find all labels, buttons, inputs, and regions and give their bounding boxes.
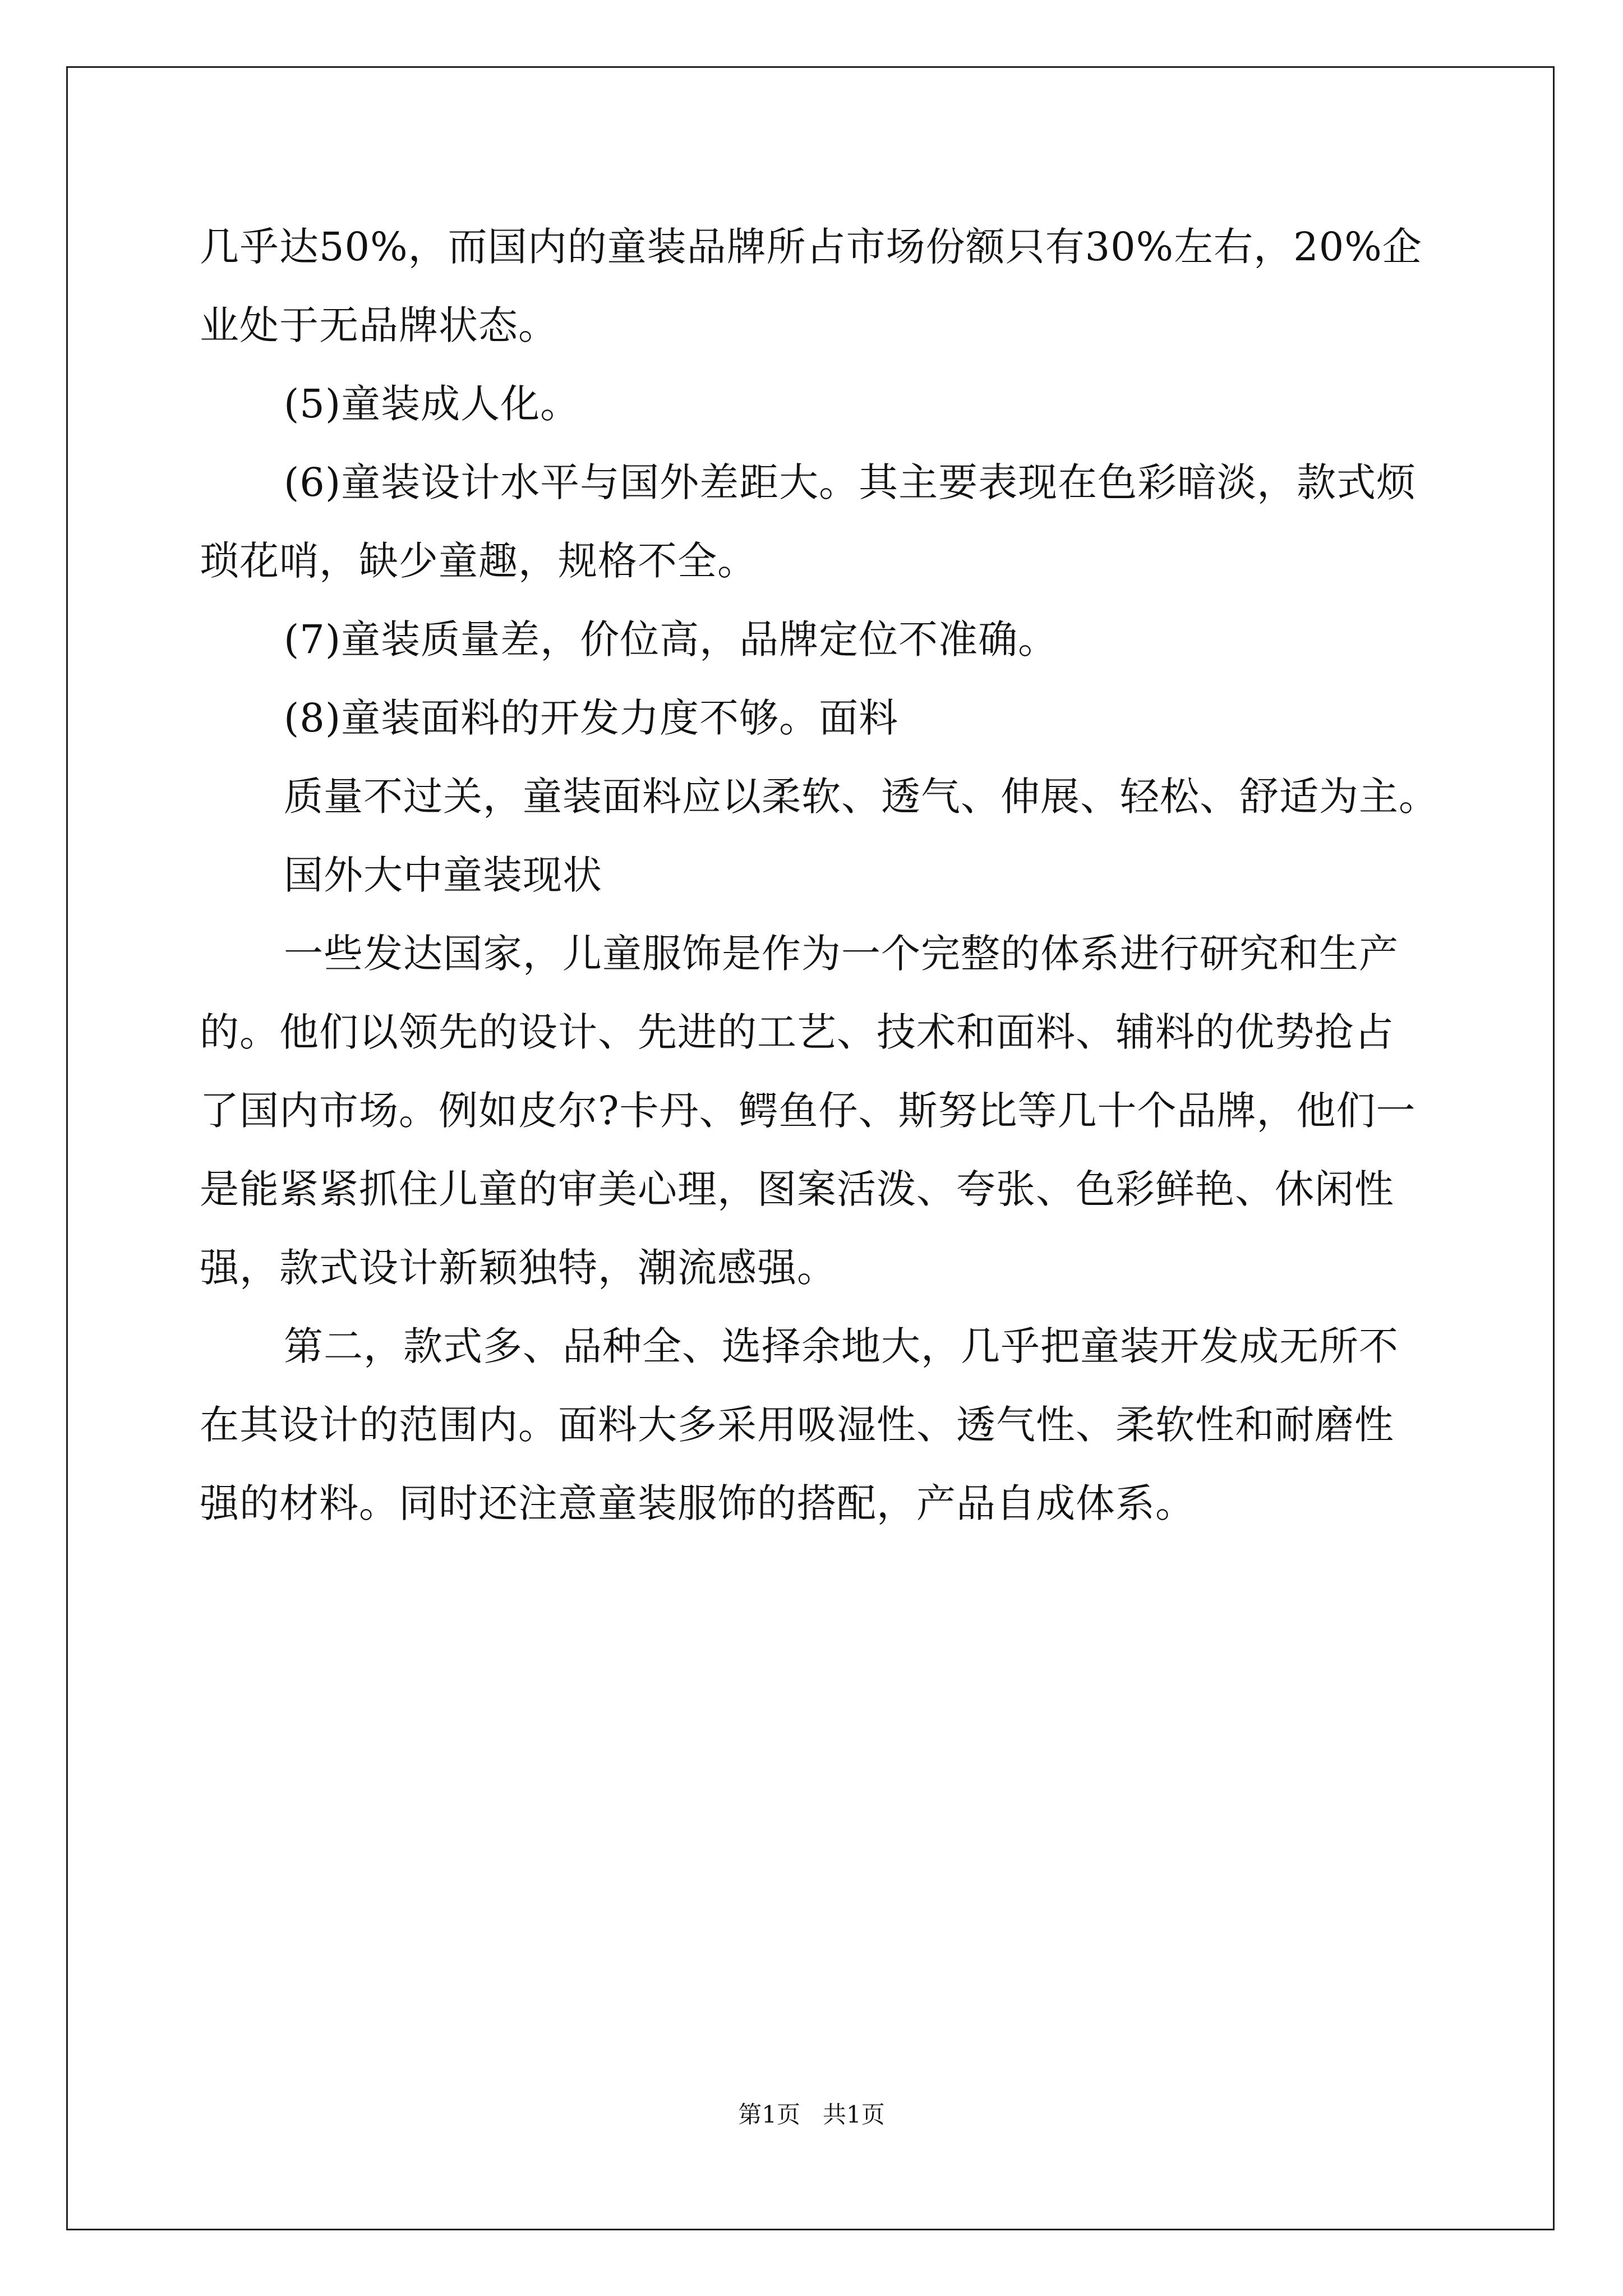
text-line: 一些发达国家，儿童服饰是作为一个完整的体系进行研究和生产 [284, 931, 1399, 977]
text-line: (7)童装质量差，价位高，品牌定位不准确。 [284, 616, 1058, 662]
text-line: 强，款式设计新颖独特，潮流感强。 [200, 1245, 837, 1291]
page-number-footer: 第1页 共1页 [738, 2101, 885, 2128]
text-line: 的。他们以领先的设计、先进的工艺、技术和面料、辅料的优势抢占 [200, 1009, 1394, 1055]
text-line: 在其设计的范围内。面料大多采用吸湿性、透气性、柔软性和耐磨性 [200, 1402, 1394, 1448]
text-line: 了国内市场。例如皮尔?卡丹、鳄鱼仔、斯努比等几十个品牌，他们一 [200, 1088, 1416, 1134]
document-body [200, 208, 1438, 1543]
section-heading: 国外大中童装现状 [284, 852, 602, 898]
text-line: 第二，款式多、品种全、选择余地大，几乎把童装开发成无所不 [284, 1323, 1399, 1369]
text-line: 质量不过关，童装面料应以柔软、透气、伸展、轻松、舒适为主。 [284, 774, 1438, 820]
text-line: 业处于无品牌状态。 [200, 302, 558, 348]
text-line: 琐花哨，缺少童趣，规格不全。 [200, 538, 757, 584]
text-line: 几乎达50%，而国内的童装品牌所占市场份额只有30%左右，20%企 [200, 224, 1422, 270]
text-line: 是能紧紧抓住儿童的审美心理，图案活泼、夸张、色彩鲜艳、休闲性 [200, 1166, 1394, 1212]
text-line: (5)童装成人化。 [284, 381, 580, 427]
text-line: 强的材料。同时还注意童装服饰的搭配，产品自成体系。 [200, 1480, 1195, 1526]
text-line: (6)童装设计水平与国外差距大。其主要表现在色彩暗淡，款式烦 [284, 459, 1417, 505]
text-line: (8)童装面料的开发力度不够。面料 [284, 695, 899, 741]
